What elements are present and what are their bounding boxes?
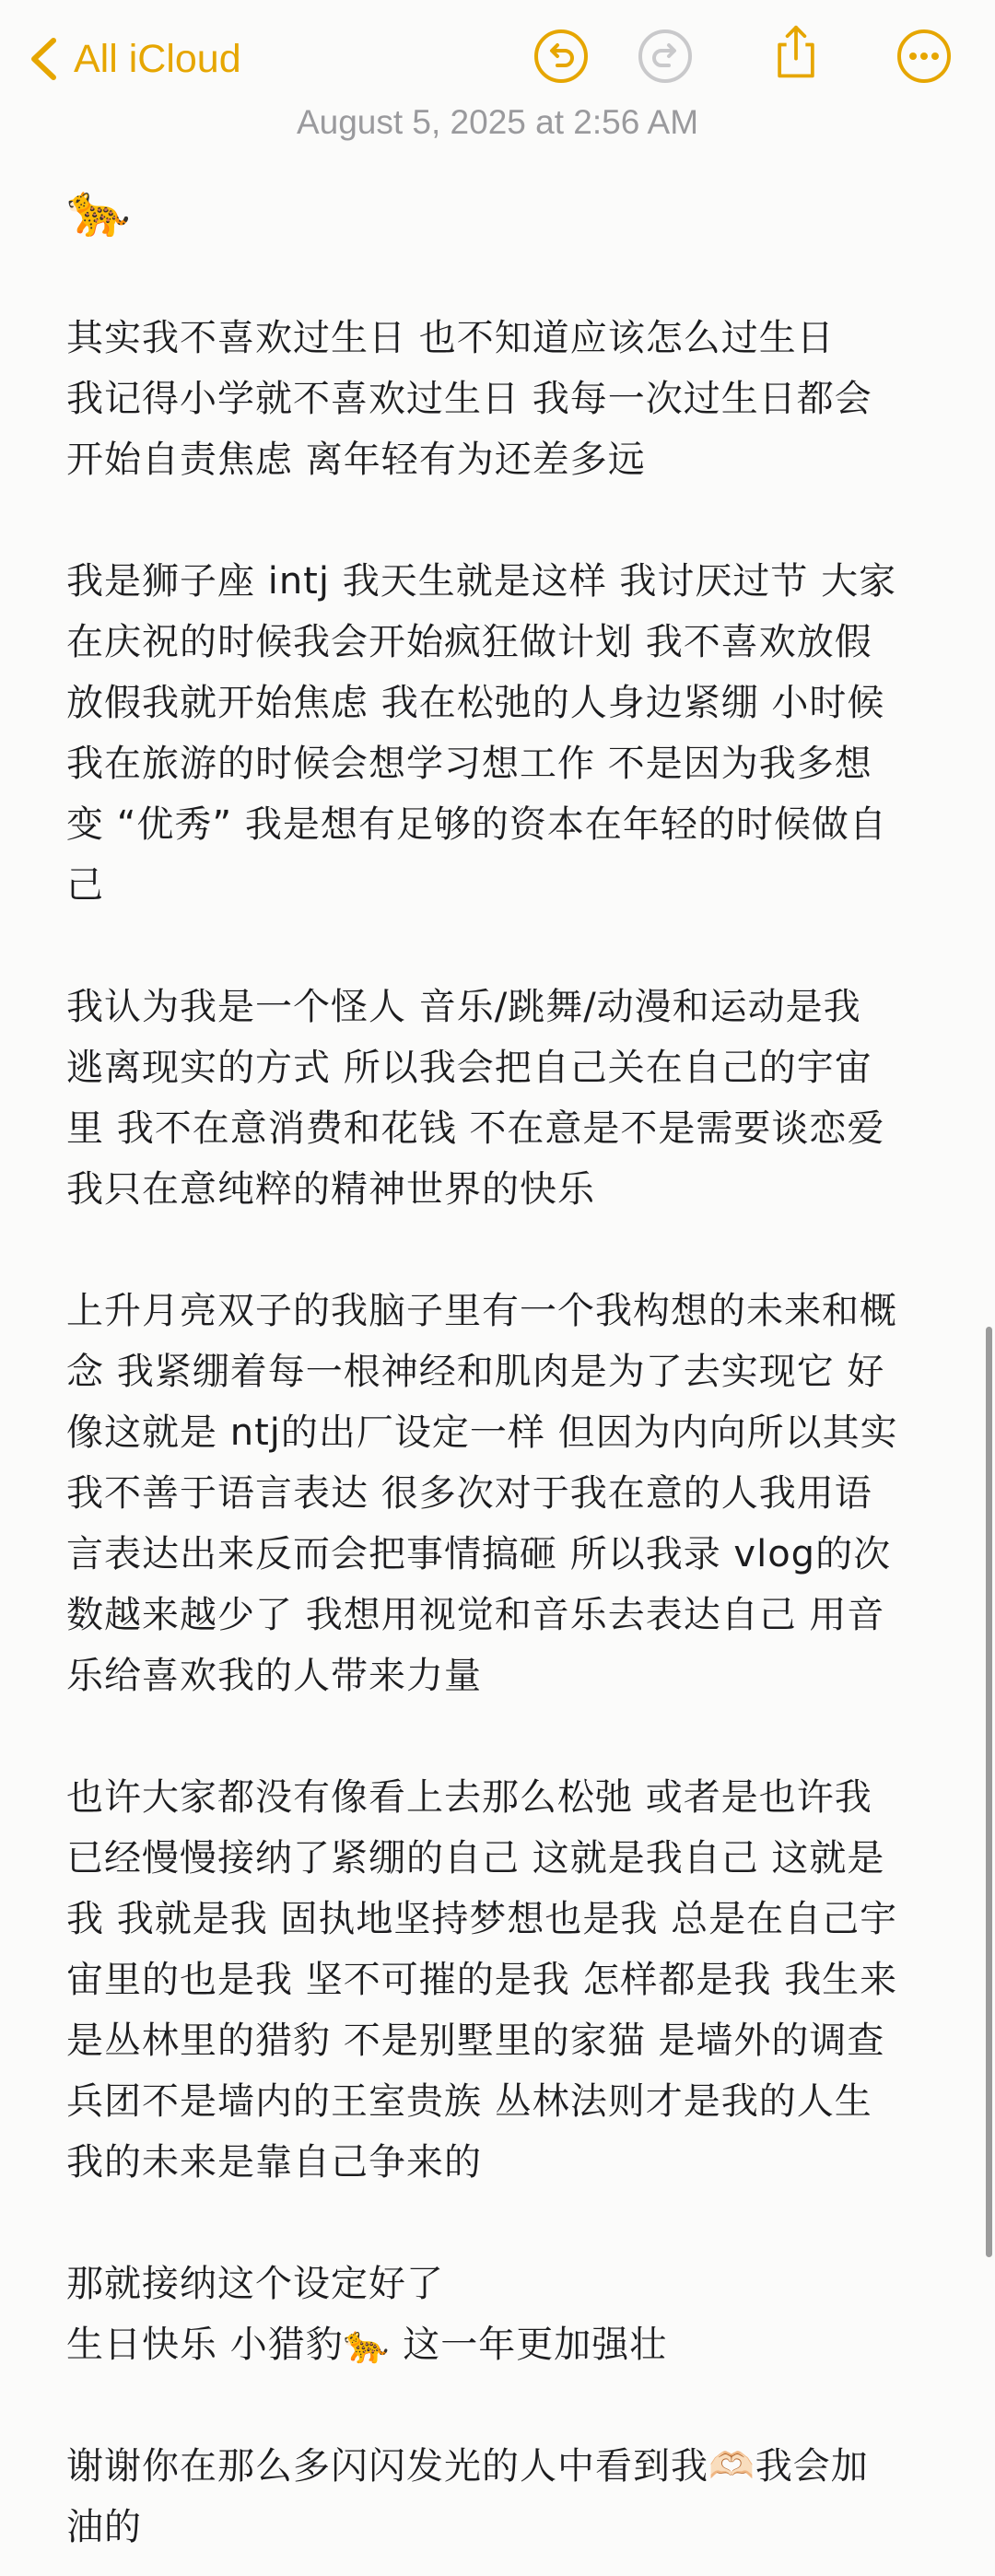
note-text-line: 也许大家都没有像看上去那么松弛 或者是也许我 [66, 1776, 872, 1819]
note-paragraph [66, 308, 942, 490]
paragraph-list [66, 308, 942, 2558]
paragraph-gap [66, 2375, 942, 2436]
note-text-line: 其实我不喜欢过生日 也不知道应该怎么过生日 [66, 317, 835, 359]
note-text-line: 我的未来是靠自己争来的 [66, 2141, 482, 2184]
note-text-line: 油的 [66, 2506, 142, 2548]
note-text-line: 我记得小学就不喜欢过生日 我每一次过生日都会 [66, 378, 872, 420]
note-text-line: 我只在意纯粹的精神世界的快乐 [66, 1168, 595, 1211]
note-text-line: 我不善于语言表达 很多次对于我在意的人我用语 [66, 1472, 872, 1515]
note-text-line: 乐给喜欢我的人带来力量 [66, 1655, 482, 1697]
note-text-line: 放假我就开始焦虑 我在松弛的人身边紧绷 小时候 [66, 682, 885, 724]
note-toolbar [0, 0, 995, 118]
note-text-line: 像这就是 ntj的出厂设定一样 但因为内向所以其实 [66, 1411, 898, 1454]
note-text-line: 已经慢慢接纳了紧绷的自己 这就是我自己 这就是 [66, 1837, 885, 1879]
note-text-line: 言表达出来反而会把事情搞砸 所以我录 vlog的次 [66, 1533, 892, 1575]
paragraph-gap [66, 247, 942, 308]
redo-button[interactable] [637, 28, 694, 85]
note-text-line: 上升月亮双子的我脑子里有一个我构想的未来和概 [66, 1290, 897, 1332]
note-text-line: 兵团不是墙内的王室贵族 丛林法则才是我的人生 [66, 2080, 872, 2123]
note-text-line: 宙里的也是我 坚不可摧的是我 怎样都是我 我生来 [66, 1959, 898, 2001]
note-paragraph [66, 1281, 942, 1706]
leopard-emoji: 🐆 [66, 181, 132, 240]
note-text-line: 我认为我是一个怪人 音乐/跳舞/动漫和运动是我 [66, 986, 861, 1028]
note-text-line: 我是狮子座 intj 我天生就是这样 我讨厌过节 大家 [66, 560, 897, 603]
note-paragraph [66, 977, 942, 1220]
back-label: All iCloud [74, 36, 241, 81]
note-text-line: 里 我不在意消费和花钱 不在意是不是需要谈恋爱 [66, 1107, 885, 1150]
redo-icon [637, 28, 694, 85]
note-date: August 5, 2025 at 2:56 AM [296, 103, 699, 141]
note-text-line: 在庆祝的时候我会开始疯狂做计划 我不喜欢放假 [66, 621, 872, 663]
more-button[interactable] [896, 28, 953, 85]
note-text-line: 是丛林里的猎豹 不是别墅里的家猫 是墙外的调查 [66, 2020, 885, 2062]
scroll-indicator[interactable] [986, 1327, 992, 2257]
undo-button[interactable] [533, 28, 590, 85]
paragraph-gap [66, 1220, 942, 1281]
note-text-line: 那就接纳这个设定好了 [66, 2263, 444, 2305]
paragraph-gap [66, 2193, 942, 2254]
note-text-line: 我在旅游的时候会想学习想工作 不是因为我多想 [66, 743, 872, 785]
paragraph-gap [66, 1706, 942, 1767]
note-text-line: 逃离现实的方式 所以我会把自己关在自己的宇宙 [66, 1047, 872, 1089]
note-text-line: 开始自责焦虑 离年轻有为还差多远 [66, 439, 646, 481]
note-paragraph [66, 2436, 942, 2558]
note-text-line: 己 [66, 864, 104, 907]
more-icon [896, 28, 953, 85]
paragraph-gap [66, 916, 942, 977]
note-text-line: 谢谢你在那么多闪闪发光的人中看到我🫶🏻我会加 [66, 2445, 869, 2488]
share-button[interactable] [767, 24, 825, 81]
note-body[interactable] [66, 175, 942, 2558]
note-text-line: 数越来越少了 我想用视觉和音乐去表达自己 用音 [66, 1594, 885, 1636]
undo-icon [533, 28, 590, 85]
paragraph-gap [66, 490, 942, 551]
note-paragraph [66, 2254, 942, 2375]
note-text-line: 念 我紧绷着每一根神经和肌肉是为了去实现它 好 [66, 1351, 885, 1393]
chevron-left-icon [26, 35, 61, 83]
note-paragraph [66, 1767, 942, 2193]
note-text-line: 生日快乐 小猎豹🐆 这一年更加强壮 [66, 2324, 668, 2366]
note-text-line: 变 “优秀” 我是想有足够的资本在年轻的时候做自 [66, 803, 887, 846]
share-icon [767, 24, 825, 81]
back-button[interactable] [26, 31, 241, 87]
note-text-line: 我 我就是我 固执地坚持梦想也是我 总是在自己宇 [66, 1898, 898, 1940]
note-paragraph [66, 551, 942, 916]
